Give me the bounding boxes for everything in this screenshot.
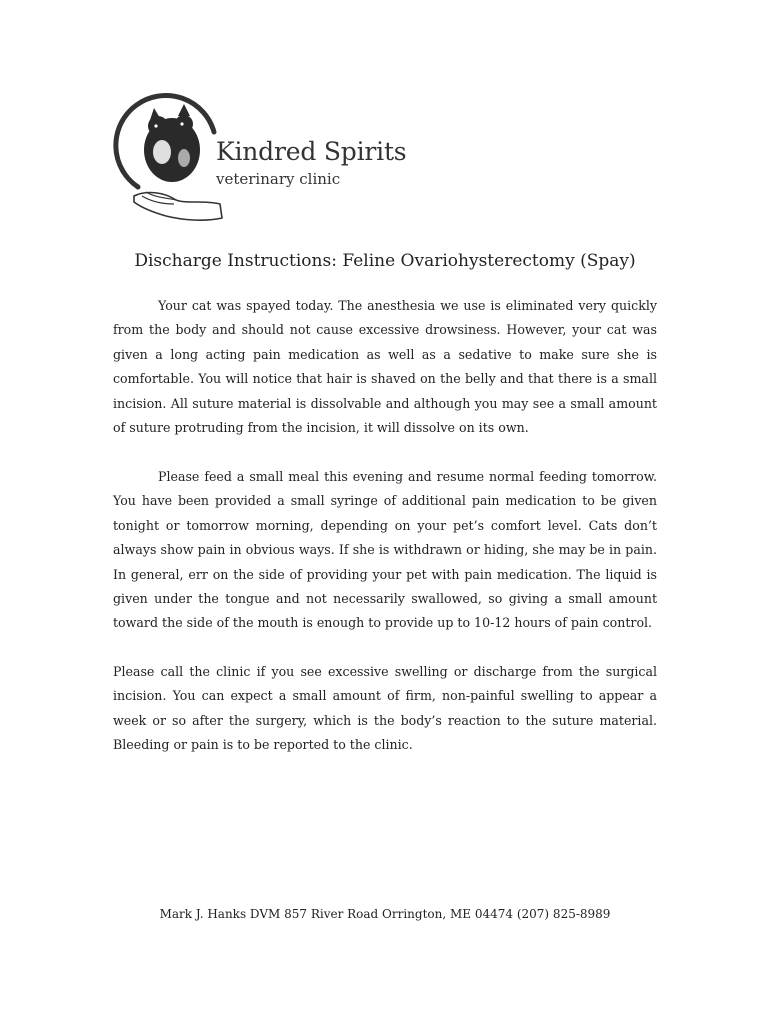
logo-title: Kindred Spirits (216, 137, 407, 166)
paragraph-2: Please feed a small meal this evening and resume normal feeding tomorrow. You have been provided a small syringe of additional pain medication to be given tonight or tomorrow morning, depending on your pet’s comfort level. Cats don’t always show pain in obvious ways. If she is withdrawn or hiding, she may be in pain. In general, err on the side of providing your pet with pain medication. The liquid is given under the tongue and not necessarily swallowed, so giving a small amount toward the side of the mouth is enough to provide up to 10-12 hours of pain control. (113, 469, 657, 631)
footer-contact: Mark J. Hanks DVM 857 River Road Orrington, ME 04474 (207) 825-8989 (159, 907, 611, 921)
paragraph-1: Your cat was spayed today. The anesthesia we use is eliminated very quickly from the body and should not cause excessive drowsiness. However, your cat was given a long acting pain medication as well as a sedative to make sure she is comfortable. You will notice that hair is shaved on the belly and that there is a small incision. All suture material is dissolvable and although you may see a small amount of suture protruding from the incision, it will dissolve on its own. (113, 298, 657, 436)
logo-subtitle: veterinary clinic (216, 170, 341, 188)
document-title: Discharge Instructions: Feline Ovariohysterectomy (Spay) (134, 251, 636, 271)
clinic-logo-emblem (112, 92, 232, 226)
clinic-logo (112, 92, 412, 226)
paragraph-3: Please call the clinic if you see excessive swelling or discharge from the surgical incision. You can expect a small amount of firm, non-painful swelling to appear a week or so after the surgery, which is the body’s reaction to the suture material. Bleeding or pain is to be reported to the clinic. (113, 664, 657, 753)
